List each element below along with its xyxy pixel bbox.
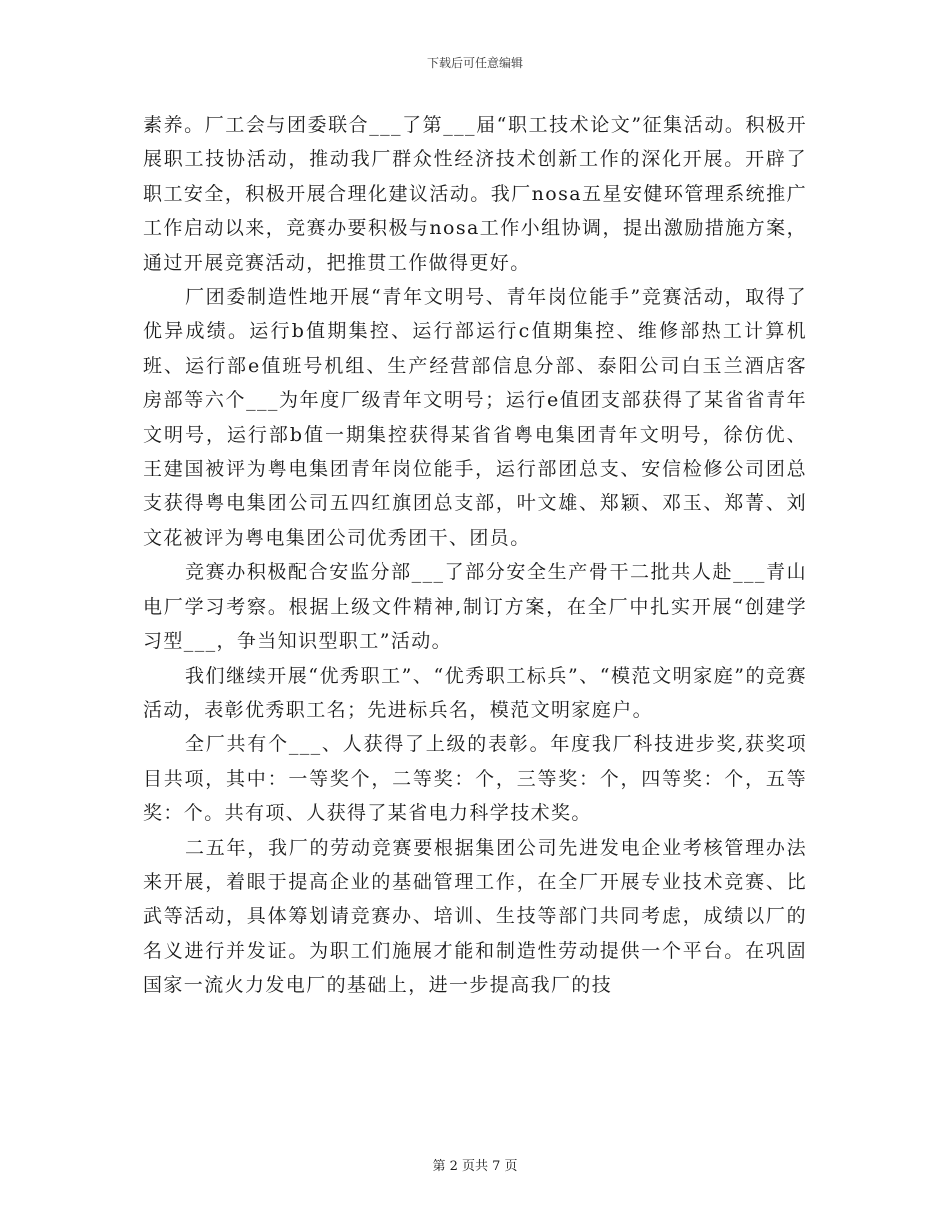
paragraph-5: 全厂共有个___、人获得了上级的表彰。年度我厂科技进步奖,获奖项目共项，其中：一等奖个，二等奖：个，三等奖：个，四等奖：个，五等奖：个。共有项、人获得了某省电力科学技术奖。 [143,733,807,825]
paragraph-4: 我们继续开展“优秀职工”、“优秀职工标兵”、“模范文明家庭”的竞赛活动，表彰优秀职工名；先进标兵名，模范文明家庭户。 [143,664,807,721]
paragraph-3: 竞赛办积极配合安监分部___了部分安全生产骨干二批共人赴___青山电厂学习考察。根据上级文件精神,制订方案，在全厂中扎实开展“创建学习型___，争当知识型职工”活动。 [143,561,807,653]
paragraph-1: 素养。厂工会与团委联合___了第___届“职工技术论文”征集活动。积极开展职工技协活动，推动我厂群众性经济技术创新工作的深化开展。开辟了职工安全，积极开展合理化建议活动。我厂nosa五星安健环管理系统推广工作启动以来，竞赛办要积极与nosa工作小组协调，提出激励措施方案，通过开展竞赛活动，把推贯工作做得更好。 [143,114,807,274]
page-number-footer: 第 2 页共 7 页 [432,1159,518,1174]
paragraph-6: 二五年，我厂的劳动竞赛要根据集团公司先进发电企业考核管理办法来开展，着眼于提高企业的基础管理工作，在全厂开展专业技术竞赛、比武等活动，具体筹划请竞赛办、培训、生技等部门共同考虑，成绩以厂的名义进行并发证。为职工们施展才能和制造性劳动提供一个平台。在巩固国家一流火力发电厂的基础上，进一步提高我厂的技 [143,836,807,997]
document-body [143,108,807,1003]
paragraph-2: 厂团委制造性地开展“青年文明号、青年岗位能手”竞赛活动，取得了优异成绩。运行b值期集控、运行部运行c值期集控、维修部热工计算机班、运行部e值班号机组、生产经营部信息分部、泰阳公司白玉兰酒店客房部等六个___为年度厂级青年文明号；运行e值团支部获得了某省省青年文明号，运行部b值一期集控获得某省省粤电集团青年文明号，徐仿优、王建国被评为粤电集团青年岗位能手，运行部团总支、安信检修公司团总支获得粤电集团公司五四红旗团总支部，叶文雄、郑颖、邓玉、郑菁、刘文花被评为粤电集团公司优秀团干、团员。 [143,286,807,549]
page-header: 下载后可任意编辑 [426,56,523,70]
